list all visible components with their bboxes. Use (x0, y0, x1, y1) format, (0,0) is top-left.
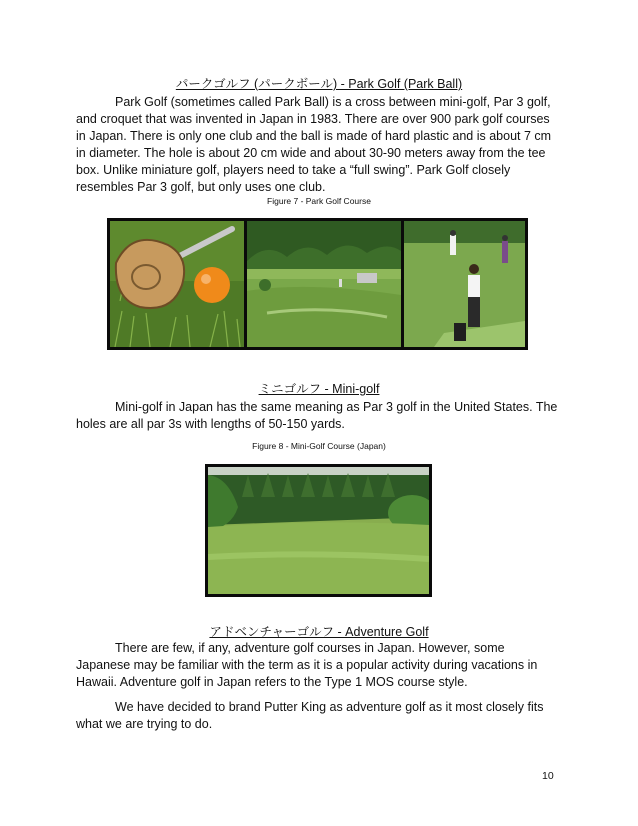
text-line: what we are trying to do. (76, 717, 213, 731)
mini-golf-course-photo (208, 467, 429, 594)
mini-golf-course-photo-frame (205, 464, 432, 597)
paragraph-putter-king (76, 699, 560, 733)
page-number: 10 (542, 770, 554, 782)
text-line: Mini-golf in Japan has the same meaning as Par 3 golf in the United States. The (115, 400, 558, 414)
text-line: Park Golf (sometimes called Park Ball) is a cross between mini-golf, Par 3 golf, (115, 95, 551, 109)
paragraph-adventure-golf (76, 640, 560, 691)
text-line: resembles Par 3 golf, but only uses one club. (76, 180, 326, 194)
section-heading-adventure-golf: アドベンチャーゴルフ - Adventure Golf (209, 625, 429, 639)
players-swinging-photo (404, 221, 525, 347)
text-line: Hawaii. Adventure golf in Japan refers to the Type 1 MOS course style. (76, 675, 468, 689)
text-line: box. Unlike miniature golf, players need to take a “full swing”. Park Golf closely (76, 163, 511, 177)
section-heading-mini-golf: ミニゴルフ - Mini-golf (258, 382, 380, 396)
paragraph-mini-golf (76, 399, 560, 433)
park-golf-course-photo (247, 221, 401, 347)
text-line: holes are all par 3s with lengths of 50-150 yards. (76, 417, 345, 431)
text-line: There are few, if any, adventure golf courses in Japan. However, some (115, 641, 505, 655)
text-line: in diameter. The hole is about 20 cm wide and about 30-90 meters away from the tee (76, 146, 546, 160)
figure-caption-8: Figure 8 - Mini-Golf Course (Japan) (252, 441, 386, 451)
text-line: and croquet that was invented in Japan in 1983. There are over 900 park golf courses (76, 112, 550, 126)
section-heading-park-golf: パークゴルフ (パークボール) - Park Golf (Park Ball) (175, 77, 463, 91)
text-line: We have decided to brand Putter King as adventure golf as it most closely fits (115, 700, 544, 714)
club-and-ball-photo (110, 221, 244, 347)
figure-caption-7: Figure 7 - Park Golf Course (267, 196, 371, 206)
text-line: in Japan. There is only one club and the ball is made of hard plastic and is about 7 cm (76, 129, 552, 143)
text-line: Japanese may be familiar with the term as it is a popular activity during vacations in (76, 658, 538, 672)
park-golf-photo-strip (107, 218, 528, 350)
paragraph-park-golf (76, 94, 560, 196)
